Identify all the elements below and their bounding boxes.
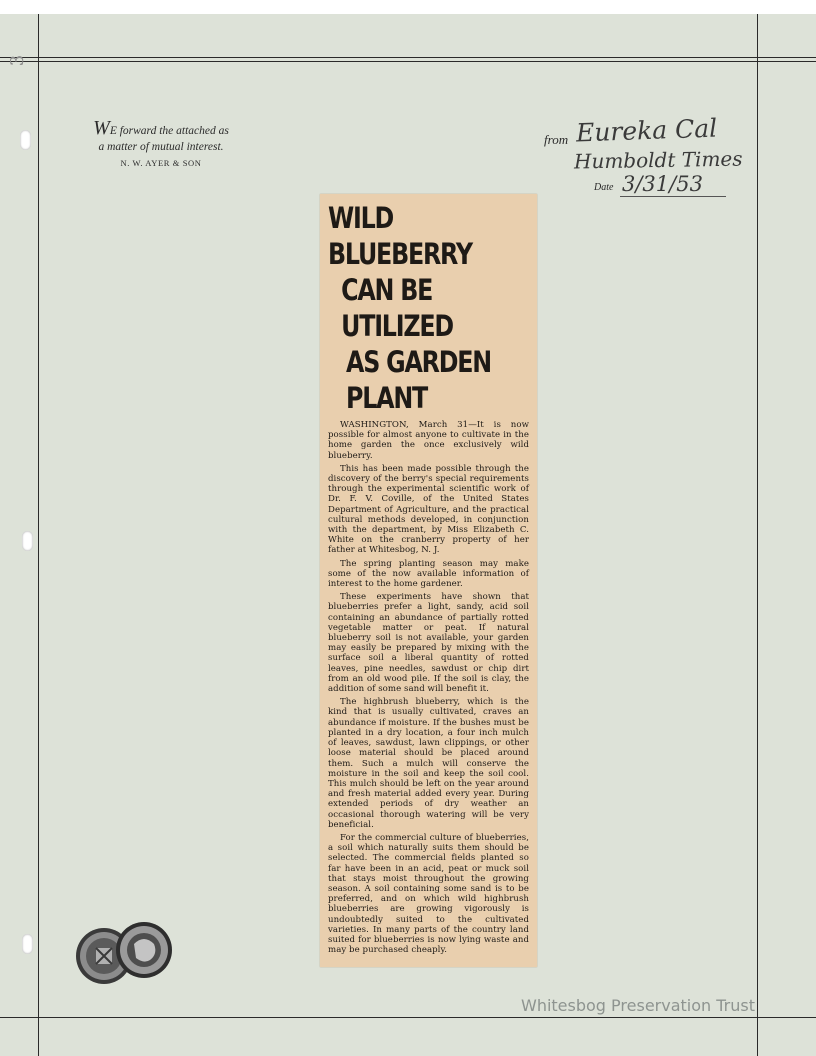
left-rule	[38, 14, 39, 1056]
page-number-mark: 3	[7, 54, 29, 67]
binder-hole-bottom	[22, 934, 33, 954]
article-headline	[328, 200, 530, 416]
headline-line-2: CAN BE UTILIZED	[341, 273, 453, 343]
article-paragraph: WASHINGTON, March 31—It is now possible for almost anyone to cultivate in the home garden the once exclusively wild blueberry.	[328, 420, 529, 461]
article-paragraph: The spring planting season may make some of the now available information of interest to the home gardener.	[328, 558, 529, 590]
date-label: Date	[594, 182, 614, 193]
newspaper-handwriting: Humboldt Times	[573, 146, 743, 174]
from-label: from	[544, 132, 569, 147]
stamp-line-1: WE forward the attached as	[93, 117, 229, 139]
coin-seals-icon	[74, 920, 174, 986]
clipping-bureau-stamp	[66, 117, 256, 168]
article-paragraph: These experiments have shown that blueberries prefer a light, sandy, acid soil containing an abundance of partially rotted vegetable matter or peat. If natural blueberry soil is not available, your garden may easily be prepared by mixing with the surface soil a liberal quantity of rotted leaves, pine needles, sawdust or chip dirt from an old wood pile. If the soil is clay, the addition of some sand will benefit it.	[328, 592, 529, 695]
article-paragraph: The highbrush blueberry, which is the kind that is usually cultivated, craves an abundance if moisture. If the bushes must be planted in a dry location, a four inch mulch of leaves, sawdust, lawn clippings, or other loose material should be placed around them. Such a mulch will conserve the moisture in the soil and keep the soil cool. This mulch should be left on the year around and fresh material added every year. During extended periods of dry weather an occasional thorough watering will be very beneficial.	[328, 697, 529, 830]
from-handwriting: Eureka Cal	[575, 113, 718, 148]
scrapbook-page	[0, 14, 816, 1056]
binder-hole-middle	[22, 531, 33, 551]
source-annotation	[540, 113, 800, 208]
article-paragraph: For the commercial culture of blueberries, a soil which naturally suits them should be selected. The commercial fields planted so far have been in an acid, peat or muck soil that stays moist throughout the growing season. A soil containing some sand is to be preferred, and on which wild highbrush blueberries are growing vigorously is undoubtedly suited to the cultivated varieties. In many parts of the country land suited for blueberries is now lying waste and may be purchased cheaply.	[328, 832, 529, 956]
stamp-line-2: a matter of mutual interest.	[98, 141, 224, 153]
date-handwriting: 3/31/53	[622, 172, 703, 196]
bottom-rule	[0, 1017, 816, 1018]
stamp-firm-name: N. W. AYER & SON	[120, 158, 202, 168]
date-underline	[620, 196, 726, 197]
article-paragraph: This has been made possible through the discovery of the berry's special requirements through the experimental scientific work of Dr. F. V. Coville, of the United States Department of Agriculture, and the practical cultural methods developed, in conjunction with the department, by Miss Elizabeth C. White on the cranberry property of her father at Whitesbog, N. J.	[328, 463, 529, 556]
headline-line-3: AS GARDEN PLANT	[346, 345, 491, 415]
newspaper-clipping	[320, 194, 537, 967]
binder-hole-top	[20, 130, 31, 150]
watermark: Whitesbog Preservation Trust	[521, 996, 755, 1015]
top-rule-inner	[0, 61, 816, 62]
top-rule	[0, 57, 816, 58]
headline-line-1: WILD BLUEBERRY	[328, 201, 472, 271]
